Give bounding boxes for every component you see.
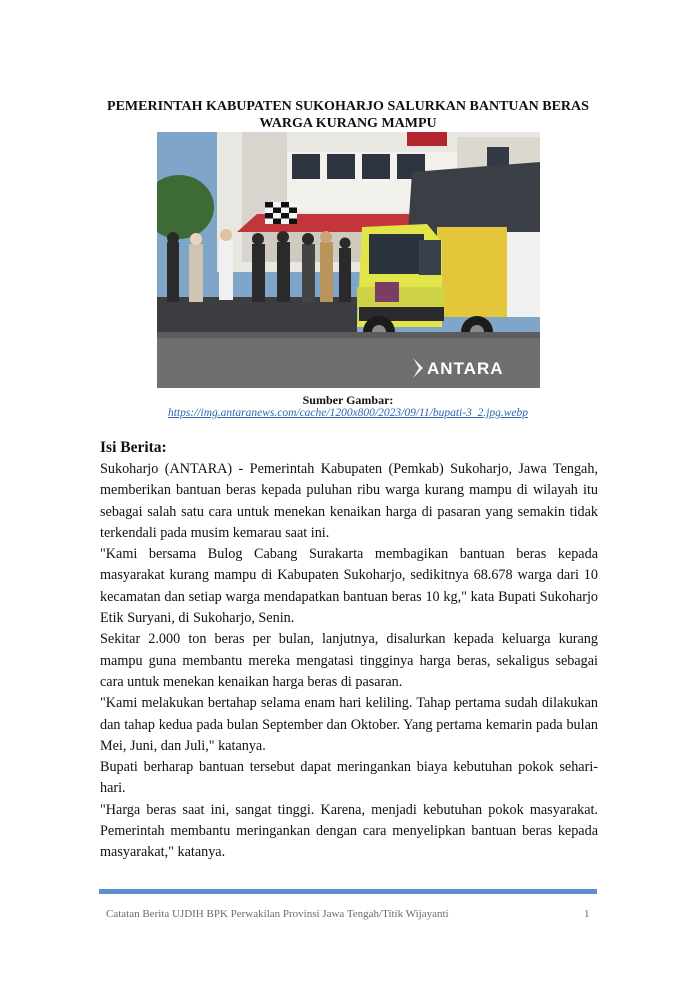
article-paragraph: "Kami bersama Bulog Cabang Surakarta membagikan bantuan beras kepada masyarakat kurang mampu di Kabupaten Sukoharjo, sedikitnya 68.678 warga dari 10 kecamatan dan setiap warga mendapatkan bantuan beras 10 kg," kata Bupati Sukoharjo Etik Suryani, di Sukoharjo, Senin. <box>100 546 598 627</box>
article-paragraph: Sekitar 2.000 ton beras per bulan, lanjutnya, disalurkan kepada keluarga kurang mampu guna membantu mereka mengatasi tingginya harga beras, sekaligus sebagai cara untuk menekan kenaikan harga beras di pasaran. <box>100 631 598 690</box>
article-body <box>100 459 598 864</box>
footer-divider <box>99 889 597 894</box>
antara-watermark: ANTARA <box>427 359 504 378</box>
section-heading: Isi Berita: <box>100 439 167 456</box>
page-number: 1 <box>584 908 590 920</box>
article-paragraph: Sukoharjo (ANTARA) - Pemerintah Kabupaten (Pemkab) Sukoharjo, Jawa Tengah, memberikan bantuan beras kepada puluhan ribu warga kurang mampu di wilayah itu sebagai salah satu cara untuk menekan kenaikan harga di pasaran yang semakin tidak terkendali pada musim kemarau saat ini. <box>100 461 598 541</box>
article-paragraph: "Kami melakukan bertahap selama enam hari keliling. Tahap pertama sudah dilakukan dan tahap kedua pada bulan September dan Oktober. Yang pertama kemarin pada bulan Mei, Juni, dan Juli," katanya. <box>100 695 598 754</box>
image-source-link[interactable]: https://img.antaranews.com/cache/1200x800/2023/09/11/bupati-3_2.jpg.webp <box>167 407 529 419</box>
image-source-label: Sumber Gambar: <box>302 393 394 407</box>
article-paragraph: Bupati berharap bantuan tersebut dapat meringankan biaya kebutuhan pokok sehari-hari. <box>100 759 598 797</box>
news-photo <box>157 132 540 388</box>
footer-text: Catatan Berita UJDIH BPK Perwakilan Provinsi Jawa Tengah/Titik Wijayanti <box>106 908 449 920</box>
article-paragraph: "Harga beras saat ini, sangat tinggi. Karena, menjadi kebutuhan pokok masyarakat. Pemerintah membantu meringankan dengan cara menyelipkan bantuan beras kepada masyarakat," katanya. <box>100 801 598 861</box>
document-title: PEMERINTAH KABUPATEN SUKOHARJO SALURKAN BANTUAN BERAS WARGA KURANG MAMPU <box>107 99 589 131</box>
